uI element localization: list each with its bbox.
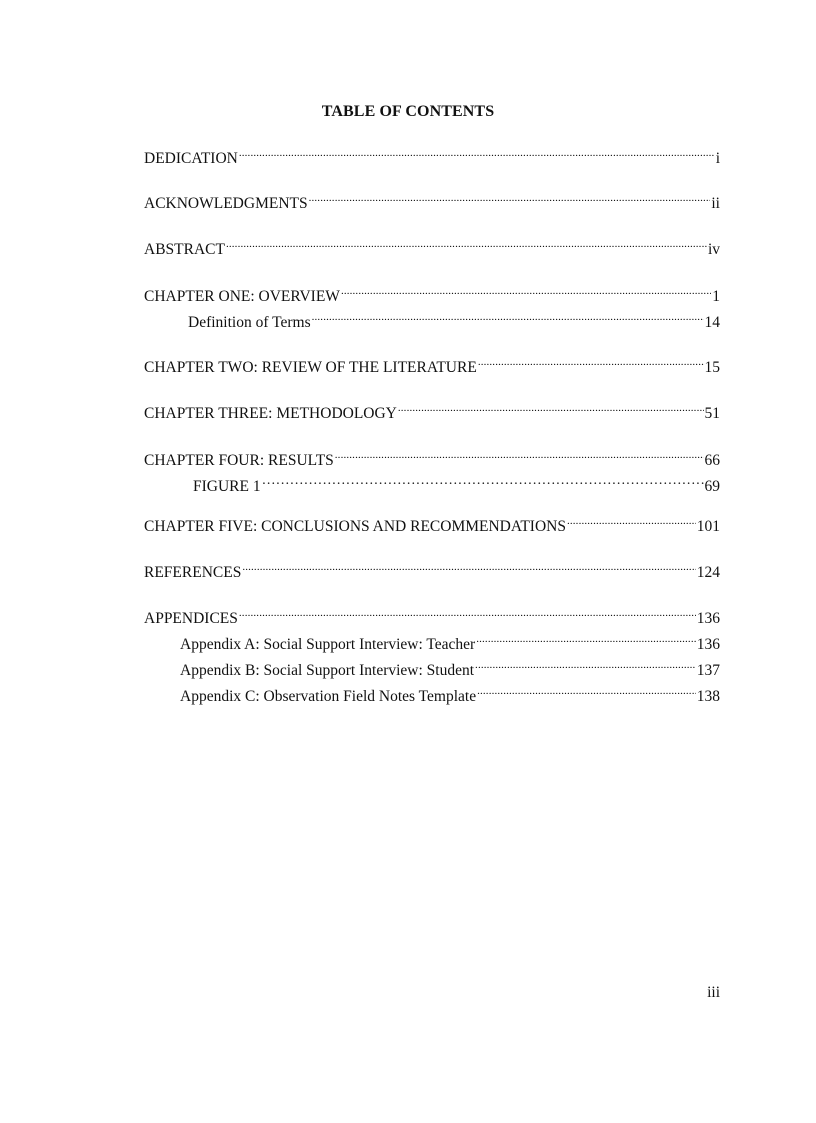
dot-leader — [398, 398, 704, 418]
toc-entry-label: Appendix B: Social Support Interview: Student — [180, 662, 475, 679]
toc-entry-page: 66 — [704, 452, 720, 469]
toc-entry-label: Definition of Terms — [188, 314, 311, 331]
toc-entry-label: CHAPTER ONE: OVERVIEW — [144, 288, 340, 305]
dot-leader — [567, 511, 696, 531]
toc-entry-page: 101 — [696, 518, 720, 535]
toc-entry-page: iv — [707, 241, 720, 258]
toc-entry-label: ACKNOWLEDGMENTS — [144, 195, 308, 212]
toc-entry-page: i — [715, 150, 720, 167]
toc-entry-chapter-five — [144, 511, 720, 537]
toc-entry-appendix-b — [180, 655, 720, 681]
dot-leader — [226, 234, 707, 254]
toc-entry-label: CHAPTER FIVE: CONCLUSIONS AND RECOMMENDATIONS — [144, 518, 566, 535]
dot-leader — [476, 629, 696, 649]
dot-leader — [475, 655, 696, 675]
toc-entry-page: 136 — [696, 636, 720, 653]
toc-entry-page: 51 — [704, 405, 720, 422]
toc-entry-page: 69 — [704, 478, 720, 495]
toc-entry-label: DEDICATION — [144, 150, 238, 167]
toc-entry-page: 15 — [704, 359, 720, 376]
toc-entry-label: REFERENCES — [144, 564, 242, 581]
toc-entry-label: ABSTRACT — [144, 241, 225, 258]
dot-leader — [262, 471, 704, 491]
toc-entry-appendices — [144, 603, 720, 629]
toc-entry-references — [144, 557, 720, 583]
toc-entry-label: CHAPTER FOUR: RESULTS — [144, 452, 334, 469]
toc-entry-label: Appendix A: Social Support Interview: Teacher — [180, 636, 476, 653]
toc-entry-page: 138 — [696, 688, 720, 705]
dot-leader — [312, 307, 704, 327]
toc-entry-page: 124 — [696, 564, 720, 581]
dot-leader — [309, 188, 711, 208]
page-title: TABLE OF CONTENTS — [321, 103, 495, 120]
dot-leader — [341, 281, 711, 301]
toc-entry-chapter-two — [144, 352, 720, 378]
toc-entry-figure-1 — [193, 471, 720, 497]
dot-leader — [239, 603, 696, 623]
dot-leader — [242, 557, 695, 577]
page-number: iii — [707, 984, 720, 1001]
toc-entry-label: FIGURE 1 — [193, 478, 261, 495]
toc-entry-appendix-a — [180, 629, 720, 655]
dot-leader — [477, 681, 696, 701]
toc-entry-page: 14 — [704, 314, 720, 331]
toc-entry-page: 136 — [696, 610, 720, 627]
toc-entry-chapter-one — [144, 281, 720, 307]
toc-entry-dedication — [144, 143, 720, 169]
dot-leader — [239, 143, 715, 163]
toc-entry-page: 1 — [712, 288, 720, 305]
toc-entry-appendix-c — [180, 681, 720, 707]
toc-entry-label: CHAPTER THREE: METHODOLOGY — [144, 405, 397, 422]
toc-entry-abstract — [144, 234, 720, 260]
toc-entry-chapter-four — [144, 445, 720, 471]
toc-entry-label: CHAPTER TWO: REVIEW OF THE LITERATURE — [144, 359, 477, 376]
toc-entry-label: Appendix C: Observation Field Notes Template — [180, 688, 477, 705]
toc-entry-page: 137 — [696, 662, 720, 679]
toc-entry-chapter-three — [144, 398, 720, 424]
toc-entry-definition-of-terms — [188, 307, 720, 333]
dot-leader — [478, 352, 704, 372]
toc-entry-page: ii — [711, 195, 720, 212]
toc-entry-label: APPENDICES — [144, 610, 238, 627]
dot-leader — [335, 445, 704, 465]
toc-entry-acknowledgments — [144, 188, 720, 214]
